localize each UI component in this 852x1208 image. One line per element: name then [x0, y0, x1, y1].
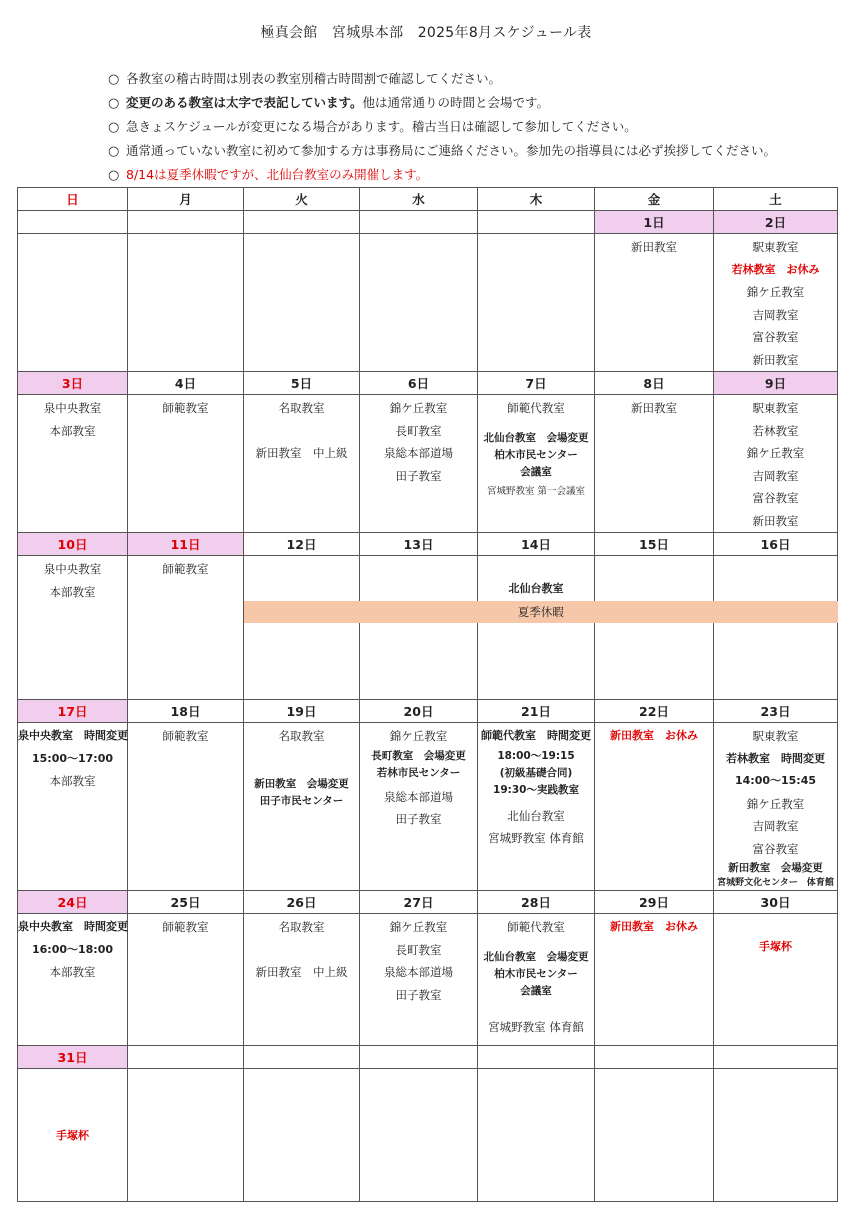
- weekday-sun: 日: [18, 188, 128, 211]
- date-cell: 20日: [360, 700, 478, 723]
- date-cell: 12日: [244, 533, 360, 556]
- date-cell: 5日: [244, 372, 360, 395]
- class-entry: 師範代教室: [507, 920, 565, 934]
- day-cell: [478, 556, 595, 601]
- day-cell: [714, 914, 838, 1046]
- day-cell: [478, 914, 595, 1046]
- day-cell: [128, 723, 244, 891]
- calendar-table: [17, 187, 838, 1202]
- note-item: [108, 94, 828, 118]
- note-text: 各教室の稽古時間は別表の教室別稽古時間割で確認してください。: [126, 71, 502, 86]
- date-row-week4: [18, 700, 838, 723]
- date-cell: 10日: [18, 533, 128, 556]
- circle-marker-icon: ○: [108, 144, 120, 159]
- day-cell: [128, 914, 244, 1046]
- circle-marker-icon: ○: [108, 96, 120, 111]
- date-row-week1: [18, 211, 838, 234]
- class-entry: 新田教室 中上級: [255, 445, 348, 460]
- note-text: 急きょスケジュールが変更になる場合があります。稽古当日は確認して参加してください。: [126, 119, 637, 134]
- day-cell: [18, 914, 128, 1046]
- class-entry-changed: 柏木市民センター: [494, 448, 578, 461]
- day-cell: [478, 723, 595, 891]
- class-entry-changed: 田子市民センター: [259, 794, 344, 807]
- note-text: 8/14は夏季休暇ですが、北仙台教室のみ開催します。: [126, 167, 429, 182]
- class-entry: 泉中央教室: [43, 562, 102, 576]
- date-cell: 21日: [478, 700, 595, 723]
- class-entry: 名取教室: [278, 729, 325, 743]
- class-entry-changed: 19:30～実践教室: [493, 783, 579, 796]
- circle-marker-icon: ○: [108, 120, 120, 135]
- day-cell: [714, 556, 838, 601]
- page-title: 極真会館 宮城県本部 2025年8月スケジュール表: [260, 25, 592, 41]
- class-entry: 宮城野教室 体育館: [488, 1019, 584, 1034]
- day-cell: [244, 234, 360, 372]
- class-entry: 本部教室: [49, 584, 96, 599]
- class-entry-changed: 会議室: [520, 984, 552, 997]
- note-text: 他は通常通りの時間と会場です。: [362, 95, 550, 110]
- day-cell: [595, 914, 714, 1046]
- day-cell: [595, 395, 714, 533]
- class-entry: 師範教室: [162, 562, 209, 576]
- date-cell: [360, 1046, 478, 1069]
- class-entry-changed: 18:00～19:15: [497, 749, 575, 762]
- date-cell: [128, 211, 244, 234]
- class-entry: 駅東教室: [752, 401, 799, 415]
- class-entry-changed: 北仙台教室 会場変更: [483, 950, 589, 963]
- class-entry: 師範代教室: [507, 401, 565, 415]
- day-cell: [360, 914, 478, 1046]
- class-entry: 新田教室: [752, 352, 799, 367]
- content-row-week1: [18, 234, 838, 372]
- date-cell: 18日: [128, 700, 244, 723]
- day-cell: [478, 623, 595, 700]
- class-entry: 本部教室: [49, 965, 96, 979]
- weekday-thu: 木: [478, 188, 595, 211]
- date-cell: 17日: [18, 700, 128, 723]
- day-cell: [128, 1069, 244, 1202]
- date-cell: [595, 1046, 714, 1069]
- date-cell: 6日: [360, 372, 478, 395]
- tournament-entry: 手塚杯: [56, 1128, 89, 1142]
- class-entry: 北仙台教室: [507, 808, 565, 823]
- date-cell: 7日: [478, 372, 595, 395]
- date-cell: 19日: [244, 700, 360, 723]
- date-cell: 13日: [360, 533, 478, 556]
- class-entry: 田子教室: [395, 468, 442, 483]
- circle-marker-icon: ○: [108, 72, 120, 87]
- weekday-sat: 土: [714, 188, 838, 211]
- weekday-tue: 火: [244, 188, 360, 211]
- summer-holiday-band: 夏季休暇: [244, 601, 838, 623]
- date-cell: 27日: [360, 891, 478, 914]
- day-cell: [360, 556, 478, 601]
- date-cell: 16日: [714, 533, 838, 556]
- class-entry: 新田教室: [752, 513, 799, 528]
- class-entry: 新田教室: [631, 240, 677, 254]
- class-entry: 錦ケ丘教室: [746, 796, 805, 811]
- class-entry: 長町教室: [395, 942, 442, 957]
- class-entry-cancelled: 新田教室 お休み: [610, 729, 698, 742]
- class-entry: 駅東教室: [752, 240, 799, 254]
- date-row-week2: [18, 372, 838, 395]
- date-cell: 26日: [244, 891, 360, 914]
- date-row-week3: [18, 533, 838, 556]
- date-cell: 25日: [128, 891, 244, 914]
- class-entry: 富谷教室: [752, 841, 799, 856]
- date-cell: 22日: [595, 700, 714, 723]
- date-cell: [478, 211, 595, 234]
- day-cell: [18, 395, 128, 533]
- date-row-week5: [18, 891, 838, 914]
- class-entry: 宮城野教室 第一会議室: [486, 485, 586, 497]
- day-cell: [18, 234, 128, 372]
- day-cell: [244, 1069, 360, 1202]
- class-entry: 吉岡教室: [752, 307, 799, 322]
- weekday-wed: 水: [360, 188, 478, 211]
- content-row-week6: [18, 1069, 838, 1202]
- class-entry: 泉総本部道場: [384, 446, 453, 460]
- day-cell: [244, 556, 360, 601]
- note-text: 通常通っていない教室に初めて参加する方は事務局にご連絡ください。参加先の指導員には必ず挨拶してください。: [126, 143, 777, 158]
- date-cell: [360, 211, 478, 234]
- date-cell: 31日: [18, 1046, 128, 1069]
- day-cell: [128, 395, 244, 533]
- circle-marker-icon: ○: [108, 168, 120, 183]
- class-entry: 本部教室: [49, 423, 96, 438]
- date-cell: 24日: [18, 891, 128, 914]
- class-entry: 富谷教室: [752, 491, 799, 505]
- day-cell: [595, 1069, 714, 1202]
- class-entry: 富谷教室: [752, 330, 799, 344]
- day-cell: [244, 623, 360, 700]
- note-item: [108, 118, 828, 142]
- day-cell: [714, 395, 838, 533]
- class-entry: 田子教室: [395, 987, 442, 1002]
- date-cell: 9日: [714, 372, 838, 395]
- date-row-week6: [18, 1046, 838, 1069]
- date-cell: [18, 211, 128, 234]
- weekday-fri: 金: [595, 188, 714, 211]
- day-cell: [714, 723, 838, 891]
- day-cell: [478, 1069, 595, 1202]
- date-cell: 29日: [595, 891, 714, 914]
- class-entry-changed: 北仙台教室 会場変更: [483, 431, 589, 444]
- day-cell: [595, 234, 714, 372]
- date-cell: 11日: [128, 533, 244, 556]
- class-entry: 錦ケ丘教室: [746, 446, 805, 460]
- class-entry-cancelled: 若林教室 お休み: [731, 262, 820, 276]
- day-cell: [595, 556, 714, 601]
- weekday-mon: 月: [128, 188, 244, 211]
- class-entry-changed: 14:00～15:45: [734, 774, 817, 787]
- day-cell: [360, 723, 478, 891]
- day-cell: [360, 395, 478, 533]
- content-row-week5: [18, 914, 838, 1046]
- day-cell: [478, 395, 595, 533]
- class-entry: 師範教室: [162, 401, 209, 415]
- date-cell: 3日: [18, 372, 128, 395]
- date-cell: 23日: [714, 700, 838, 723]
- note-text-bold: 変更のある教室は太字で表記しています。: [126, 95, 363, 110]
- class-entry-changed: 師範代教室 時間変更: [481, 729, 591, 742]
- date-cell: [128, 1046, 244, 1069]
- class-entry-changed: 会議室: [520, 465, 552, 478]
- day-cell: [595, 623, 714, 700]
- day-cell: [244, 914, 360, 1046]
- weekday-header-row: [18, 188, 838, 211]
- class-entry: 泉総本部道場: [384, 789, 453, 804]
- class-entry: 本部教室: [49, 774, 96, 788]
- class-entry-changed: 15:00～17:00: [31, 751, 114, 765]
- class-entry: 田子教室: [395, 812, 442, 826]
- class-entry-changed: 長町教室 会場変更: [371, 749, 466, 762]
- class-entry: 駅東教室: [752, 729, 799, 743]
- date-cell: 4日: [128, 372, 244, 395]
- day-cell: [18, 1069, 128, 1202]
- class-entry-changed: 若林教室 時間変更: [726, 751, 825, 765]
- date-cell: 28日: [478, 891, 595, 914]
- class-entry: 師範教室: [162, 920, 209, 934]
- day-cell: [360, 234, 478, 372]
- note-item: [108, 142, 828, 166]
- date-cell: 30日: [714, 891, 838, 914]
- class-entry: 新田教室 中上級: [255, 964, 348, 979]
- class-entry: 錦ケ丘教室: [746, 285, 805, 299]
- class-entry: 錦ケ丘教室: [389, 920, 448, 934]
- date-cell: [714, 1046, 838, 1069]
- class-entry: 名取教室: [278, 401, 325, 415]
- day-cell: [18, 723, 128, 891]
- tournament-entry: 手塚杯: [759, 940, 792, 953]
- day-cell: [714, 234, 838, 372]
- day-cell: [244, 395, 360, 533]
- day-cell: [244, 723, 360, 891]
- class-entry-changed: 16:00～18:00: [31, 942, 114, 956]
- day-cell: [128, 556, 244, 700]
- date-cell: 14日: [478, 533, 595, 556]
- class-entry: 泉中央教室: [43, 401, 102, 415]
- class-entry-cancelled: 新田教室 お休み: [610, 920, 698, 933]
- date-cell: [244, 211, 360, 234]
- class-entry-open: 北仙台教室: [508, 582, 564, 595]
- date-cell: 8日: [595, 372, 714, 395]
- class-entry: 錦ケ丘教室: [389, 729, 448, 743]
- class-entry-changed: 柏木市民センター: [494, 967, 578, 980]
- class-entry: 若林教室: [752, 423, 799, 438]
- day-cell: [714, 623, 838, 700]
- class-entry-changed: 若林市民センター: [376, 766, 461, 779]
- note-item: [108, 70, 828, 94]
- date-cell: 15日: [595, 533, 714, 556]
- content-row-week4: [18, 723, 838, 891]
- class-entry-changed: 泉中央教室 時間変更: [18, 920, 128, 933]
- class-entry-changed: 宮城野文化センター 体育館: [717, 878, 834, 888]
- date-cell: 1日: [595, 211, 714, 234]
- class-entry: 長町教室: [395, 423, 442, 438]
- class-entry: 新田教室: [631, 401, 677, 415]
- class-entry: 名取教室: [278, 920, 325, 934]
- class-entry-changed: 新田教室 会場変更: [254, 777, 349, 790]
- date-cell: 2日: [714, 211, 838, 234]
- class-entry: 吉岡教室: [752, 468, 799, 483]
- day-cell: [595, 723, 714, 891]
- date-cell: [478, 1046, 595, 1069]
- class-entry: 吉岡教室: [752, 819, 799, 833]
- day-cell: [478, 234, 595, 372]
- day-cell: [714, 1069, 838, 1202]
- class-entry: 泉総本部道場: [384, 965, 453, 979]
- day-cell: [360, 623, 478, 700]
- class-entry-changed: 新田教室 会場変更: [728, 862, 823, 874]
- content-row-week3-top: [18, 556, 838, 601]
- class-entry: 宮城野教室 体育館: [488, 831, 584, 845]
- date-cell: [244, 1046, 360, 1069]
- day-cell: [18, 556, 128, 700]
- day-cell: [128, 234, 244, 372]
- class-entry-changed: (初級基礎合同): [499, 766, 573, 779]
- day-cell: [360, 1069, 478, 1202]
- class-entry: 師範教室: [162, 729, 209, 743]
- content-row-week2: [18, 395, 838, 533]
- notes-list: [108, 70, 828, 190]
- class-entry: 錦ケ丘教室: [389, 401, 448, 415]
- class-entry-changed: 泉中央教室 時間変更: [18, 729, 128, 742]
